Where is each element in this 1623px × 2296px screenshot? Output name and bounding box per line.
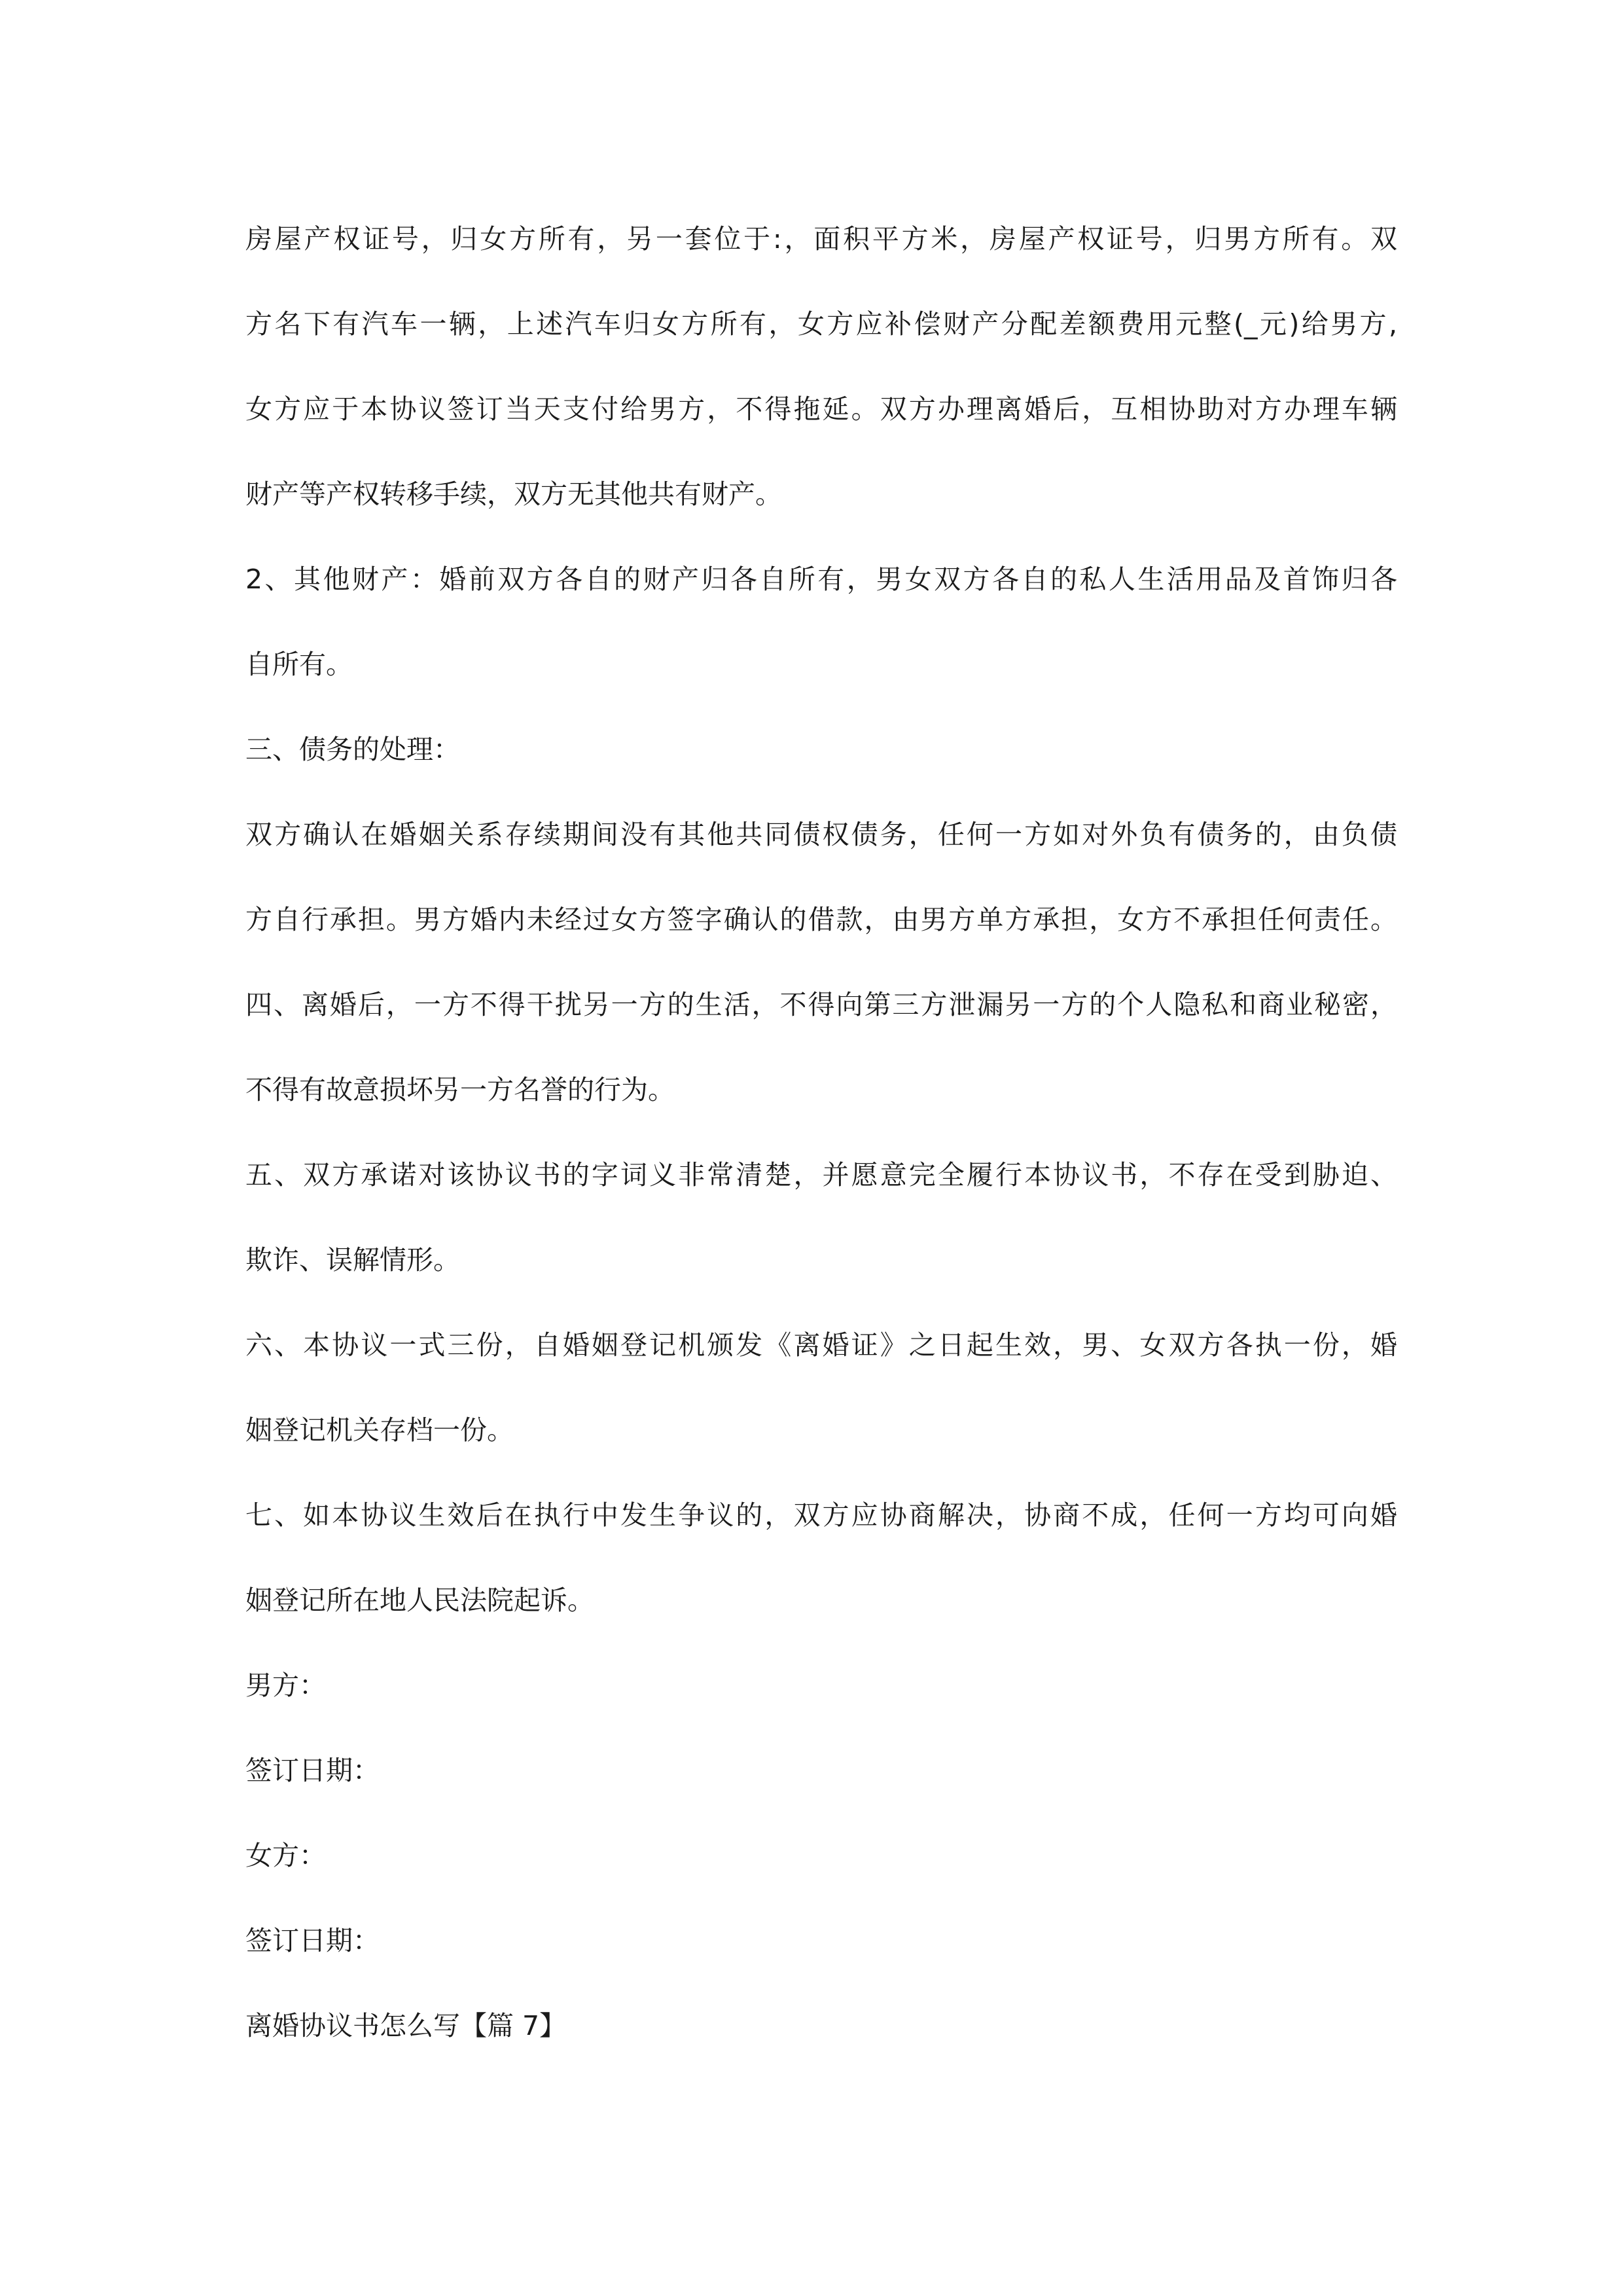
paragraph-line: 四、离婚后，一方不得干扰另一方的生活，不得向第三方泄漏另一方的个人隐私和商业秘密， — [245, 989, 1397, 1020]
signature-label-female: 女方： — [245, 1840, 326, 1871]
paragraph-line: 不得有故意损坏另一方名誉的行为。 — [245, 1074, 675, 1105]
paragraph-line: 姻登记机关存档一份。 — [245, 1414, 514, 1446]
paragraph-line: 欺诈、误解情形。 — [245, 1244, 460, 1276]
next-section-title: 离婚协议书怎么写【篇 7】 — [245, 2010, 567, 2041]
signing-date-label: 签订日期： — [245, 1925, 380, 1956]
paragraph-line: 财产等产权转移手续，双方无其他共有财产。 — [245, 478, 782, 510]
paragraph-line: 七、如本协议生效后在执行中发生争议的，双方应协商解决，协商不成，任何一方均可向婚 — [245, 1499, 1397, 1531]
paragraph-line: 女方应于本协议签订当天支付给男方，不得拖延。双方办理离婚后，互相协助对方办理车辆 — [245, 393, 1397, 425]
paragraph-line: 五、双方承诺对该协议书的字词义非常清楚，并愿意完全履行本协议书，不存在受到胁迫、 — [245, 1159, 1397, 1191]
paragraph-line: 方名下有汽车一辆，上述汽车归女方所有，女方应补偿财产分配差额费用元整(_元)给男方, — [245, 308, 1397, 340]
signature-label-male: 男方： — [245, 1670, 326, 1701]
paragraph-line: 六、本协议一式三份，自婚姻登记机颁发《离婚证》之日起生效，男、女双方各执一份，婚 — [245, 1329, 1397, 1361]
paragraph-line: 2、其他财产：婚前双方各自的财产归各自所有，男女双方各自的私人生活用品及首饰归各 — [245, 564, 1397, 595]
paragraph-line: 房屋产权证号，归女方所有，另一套位于:，面积平方米，房屋产权证号，归男方所有。双 — [245, 223, 1397, 255]
paragraph-line: 自所有。 — [245, 649, 353, 680]
paragraph-line: 双方确认在婚姻关系存续期间没有其他共同债权债务，任何一方如对外负有债务的，由负债 — [245, 819, 1397, 850]
paragraph-line: 方自行承担。男方婚内未经过女方签字确认的借款，由男方单方承担，女方不承担任何责任。 — [245, 904, 1397, 935]
paragraph-line: 姻登记所在地人民法院起诉。 — [245, 1585, 594, 1616]
section-heading: 三、债务的处理： — [245, 734, 460, 765]
signing-date-label: 签订日期： — [245, 1755, 380, 1786]
